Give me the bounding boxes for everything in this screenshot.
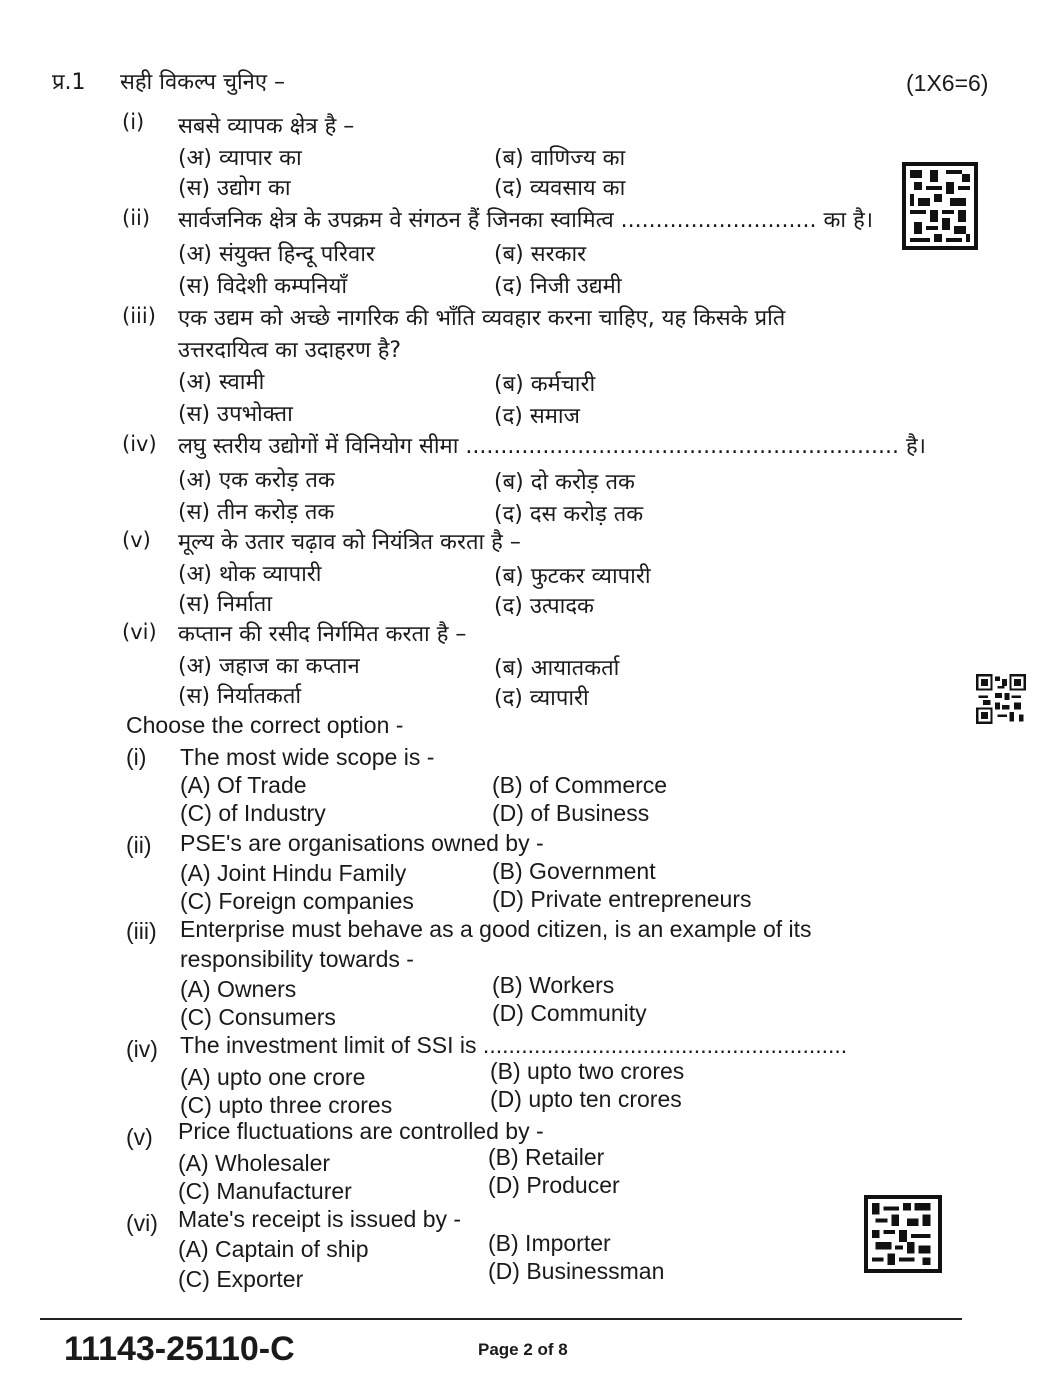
qr-code-icon: [902, 162, 978, 250]
option-a: (अ) संयुक्त हिन्दू परिवार: [178, 242, 375, 267]
question-text: मूल्य के उतार चढ़ाव को नियंत्रित करता है –: [178, 530, 521, 555]
question-num: (i): [122, 110, 145, 134]
option-d: (D) Businessman: [488, 1258, 665, 1284]
question-num: (iv): [122, 432, 157, 456]
option-d: (द) व्यापारी: [494, 686, 589, 711]
option-d: (D) Producer: [488, 1172, 620, 1198]
question-num: (i): [126, 744, 147, 770]
option-a: (A) Joint Hindu Family: [180, 860, 407, 886]
instruction-hindi: सही विकल्प चुनिए –: [120, 70, 286, 95]
option-b: (ब) फुटकर व्यापारी: [494, 564, 651, 589]
option-b: (B) Retailer: [488, 1144, 605, 1170]
question-text: कप्तान की रसीद निर्गमित करता है –: [178, 622, 467, 647]
question-text: एक उद्यम को अच्छे नागरिक की भाँति व्यवहार करना चाहिए, यह किसके प्रति: [178, 306, 786, 331]
question-num: (vi): [122, 620, 157, 644]
option-a: (अ) थोक व्यापारी: [178, 562, 322, 587]
option-d: (D) of Business: [492, 800, 650, 826]
question-number: प्र.1: [52, 70, 86, 95]
option-a: (अ) जहाज का कप्तान: [178, 654, 360, 679]
option-c: (C) Exporter: [178, 1266, 304, 1292]
option-c: (C) upto three crores: [180, 1092, 393, 1118]
option-d: (D) Community: [492, 1000, 647, 1026]
option-b: (ब) कर्मचारी: [494, 372, 596, 397]
option-d: (द) दस करोड़ तक: [494, 502, 644, 527]
question-text: The investment limit of SSI is .........................................................: [180, 1032, 848, 1058]
question-num: (v): [122, 528, 151, 552]
option-b: (ब) आयातकर्ता: [494, 656, 620, 681]
qr-code-icon: [976, 674, 1026, 724]
option-c: (C) Consumers: [180, 1004, 336, 1030]
option-d: (द) व्यवसाय का: [494, 176, 626, 201]
option-a: (A) Wholesaler: [178, 1150, 331, 1176]
instruction-english: Choose the correct option -: [126, 712, 404, 738]
option-a: (A) Of Trade: [180, 772, 307, 798]
option-b: (B) of Commerce: [492, 772, 668, 798]
question-text: लघु स्तरीय उद्योगों में विनियोग सीमा .............................................................. है।: [178, 434, 926, 459]
question-text-cont: responsibility towards -: [180, 946, 414, 972]
option-c: (स) विदेशी कम्पनियाँ: [178, 274, 348, 299]
page-number: Page 2 of 8: [478, 1340, 568, 1359]
option-b: (ब) वाणिज्य का: [494, 146, 626, 171]
question-text: The most wide scope is -: [180, 744, 435, 770]
footer-divider: [40, 1318, 962, 1320]
option-a: (अ) व्यापार का: [178, 146, 302, 171]
option-c: (स) निर्माता: [178, 592, 273, 617]
question-num: (iv): [126, 1036, 158, 1062]
question-num: (v): [126, 1124, 153, 1150]
question-text: सबसे व्यापक क्षेत्र है –: [178, 114, 355, 139]
option-d: (द) समाज: [494, 404, 580, 429]
option-c: (स) उद्योग का: [178, 176, 291, 201]
option-a: (अ) एक करोड़ तक: [178, 468, 335, 493]
question-text: Enterprise must behave as a good citizen, is an example of its: [180, 916, 812, 942]
question-num: (iii): [126, 918, 157, 944]
option-d: (D) upto ten crores: [490, 1086, 682, 1112]
option-d: (द) उत्पादक: [494, 594, 594, 619]
option-a: (A) Owners: [180, 976, 297, 1002]
question-text: सार्वजनिक क्षेत्र के उपक्रम वे संगठन हैं जिनका स्वामित्व ............................ का है।: [178, 208, 874, 233]
option-b: (B) Workers: [492, 972, 615, 998]
option-b: (B) upto two crores: [490, 1058, 685, 1084]
question-text: Price fluctuations are controlled by -: [178, 1118, 544, 1144]
paper-code: 11143-25110-C: [64, 1330, 295, 1368]
marks: (1X6=6): [906, 70, 989, 96]
option-c: (स) तीन करोड़ तक: [178, 500, 335, 525]
qr-code-icon: [864, 1194, 942, 1274]
option-a: (A) Captain of ship: [178, 1236, 369, 1262]
option-c: (C) Foreign companies: [180, 888, 414, 914]
option-b: (ब) सरकार: [494, 242, 587, 267]
question-text-cont: उत्तरदायित्व का उदाहरण है?: [178, 338, 402, 363]
option-c: (C) Manufacturer: [178, 1178, 352, 1204]
option-b: (ब) दो करोड़ तक: [494, 470, 635, 495]
question-text: Mate's receipt is issued by -: [178, 1206, 462, 1232]
option-a: (अ) स्वामी: [178, 370, 265, 395]
option-c: (स) निर्यातकर्ता: [178, 684, 302, 709]
question-num: (ii): [122, 206, 151, 230]
option-a: (A) upto one crore: [180, 1064, 366, 1090]
option-b: (B) Government: [492, 858, 656, 884]
question-num: (ii): [126, 832, 152, 858]
question-text: PSE's are organisations owned by -: [180, 830, 544, 856]
option-c: (स) उपभोक्ता: [178, 402, 293, 427]
option-d: (D) Private entrepreneurs: [492, 886, 752, 912]
question-num: (vi): [126, 1210, 158, 1236]
question-num: (iii): [122, 304, 156, 328]
option-d: (द) निजी उद्यमी: [494, 274, 622, 299]
option-b: (B) Importer: [488, 1230, 611, 1256]
option-c: (C) of Industry: [180, 800, 326, 826]
